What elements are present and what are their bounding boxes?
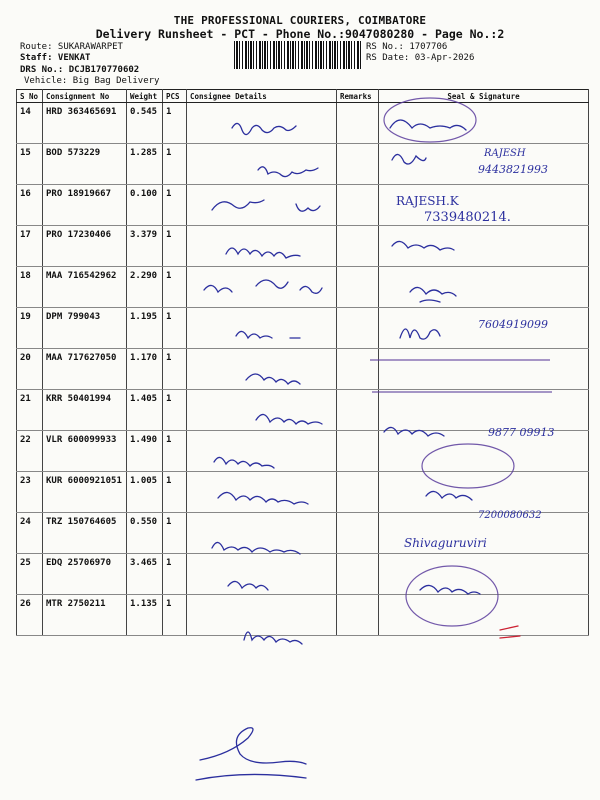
company-title: THE PROFESSIONAL COURIERS, COIMBATORE: [173, 14, 427, 27]
row-pcs: 1: [163, 513, 187, 554]
row-sno: 25: [17, 554, 43, 595]
row-sno: 14: [17, 103, 43, 144]
handwritten-name: Shivaguruviri: [404, 536, 487, 550]
table-header-row: [17, 90, 589, 103]
rs-number: RS No.: 1707706: [366, 42, 448, 52]
table-row: [17, 554, 589, 595]
row-consignee: [187, 185, 337, 226]
row-consignee: [187, 349, 337, 390]
row-pcs: 1: [163, 390, 187, 431]
row-sno: 26: [17, 595, 43, 636]
table-row: [17, 103, 589, 144]
row-remarks: [337, 472, 379, 513]
row-weight: 0.545: [127, 103, 163, 144]
table-row: [17, 349, 589, 390]
row-signature: [379, 472, 589, 513]
row-consignment: MTR 2750211: [43, 595, 127, 636]
row-remarks: [337, 226, 379, 267]
vehicle-label: Vehicle: Big Bag Delivery: [24, 76, 160, 86]
row-remarks: [337, 513, 379, 554]
col-consignment: Consignment No: [43, 90, 127, 103]
table-body: [17, 103, 589, 636]
row-weight: 1.405: [127, 390, 163, 431]
row-remarks: [337, 267, 379, 308]
bottom-signature: [200, 728, 306, 764]
row-remarks: [337, 390, 379, 431]
row-weight: 0.550: [127, 513, 163, 554]
row-consignee: [187, 390, 337, 431]
row-weight: 1.170: [127, 349, 163, 390]
row-pcs: 1: [163, 554, 187, 595]
row-signature: [379, 226, 589, 267]
col-sno: S No: [17, 90, 43, 103]
table-row: [17, 595, 589, 636]
row-consignee: [187, 595, 337, 636]
row-signature: [379, 103, 589, 144]
table-row: [17, 267, 589, 308]
row-sno: 18: [17, 267, 43, 308]
row-weight: 1.005: [127, 472, 163, 513]
row-sno: 23: [17, 472, 43, 513]
row-remarks: [337, 595, 379, 636]
row-consignment: PRO 18919667: [43, 185, 127, 226]
row-consignment: EDQ 25706970: [43, 554, 127, 595]
bottom-signature: [196, 774, 306, 780]
handwritten-phone: 7604919099: [478, 318, 548, 331]
row-consignment: VLR 600099933: [43, 431, 127, 472]
row-remarks: [337, 308, 379, 349]
row-pcs: 1: [163, 431, 187, 472]
row-pcs: 1: [163, 472, 187, 513]
row-pcs: 1: [163, 308, 187, 349]
col-pcs: PCS: [163, 90, 187, 103]
row-remarks: [337, 103, 379, 144]
row-consignee: [187, 472, 337, 513]
row-sno: 20: [17, 349, 43, 390]
row-sno: 22: [17, 431, 43, 472]
row-signature: [379, 349, 589, 390]
row-weight: 2.290: [127, 267, 163, 308]
handwritten-phone: 9443821993: [478, 163, 548, 176]
row-consignment: KRR 50401994: [43, 390, 127, 431]
col-weight: Weight: [127, 90, 163, 103]
col-seal-signature: Seal & Signature: [379, 90, 589, 103]
handwritten-phone: 9877 09913: [488, 426, 555, 439]
row-pcs: 1: [163, 595, 187, 636]
row-pcs: 1: [163, 185, 187, 226]
row-signature: [379, 390, 589, 431]
row-sno: 17: [17, 226, 43, 267]
row-consignment: MAA 717627050: [43, 349, 127, 390]
row-weight: 1.135: [127, 595, 163, 636]
row-remarks: [337, 185, 379, 226]
row-consignee: [187, 431, 337, 472]
row-pcs: 1: [163, 267, 187, 308]
row-consignee: [187, 226, 337, 267]
row-consignee: [187, 267, 337, 308]
row-consignee: [187, 144, 337, 185]
row-weight: 1.490: [127, 431, 163, 472]
row-sno: 19: [17, 308, 43, 349]
row-consignment: TRZ 150764605: [43, 513, 127, 554]
row-consignee: [187, 513, 337, 554]
row-signature: [379, 554, 589, 595]
barcode: [234, 41, 362, 69]
row-weight: 1.195: [127, 308, 163, 349]
handwritten-name: RAJESH: [484, 148, 526, 159]
table-row: [17, 226, 589, 267]
handwritten-phone: 7339480214.: [424, 210, 511, 225]
row-signature: [379, 431, 589, 472]
runsheet-subtitle: Delivery Runsheet - PCT - Phone No.:9047080280 - Page No.:2: [95, 27, 505, 41]
row-consignment: HRD 363465691: [43, 103, 127, 144]
row-signature: [379, 267, 589, 308]
row-sno: 16: [17, 185, 43, 226]
col-consignee: Consignee Details: [187, 90, 337, 103]
row-consignment: KUR 6000921051: [43, 472, 127, 513]
row-consignment: MAA 716542962: [43, 267, 127, 308]
row-pcs: 1: [163, 144, 187, 185]
row-consignment: BOD 573229: [43, 144, 127, 185]
row-consignee: [187, 308, 337, 349]
row-weight: 3.379: [127, 226, 163, 267]
row-pcs: 1: [163, 226, 187, 267]
staff-label: Staff: VENKAT: [20, 53, 91, 63]
col-remarks: Remarks: [337, 90, 379, 103]
row-remarks: [337, 144, 379, 185]
row-consignment: PRO 17230406: [43, 226, 127, 267]
row-remarks: [337, 349, 379, 390]
row-weight: 0.100: [127, 185, 163, 226]
table-row: [17, 472, 589, 513]
rs-date: RS Date: 03-Apr-2026: [366, 53, 475, 63]
table-row: [17, 390, 589, 431]
row-consignment: DPM 799043: [43, 308, 127, 349]
row-weight: 3.465: [127, 554, 163, 595]
row-pcs: 1: [163, 103, 187, 144]
row-weight: 1.285: [127, 144, 163, 185]
row-signature: [379, 595, 589, 636]
row-remarks: [337, 431, 379, 472]
row-sno: 24: [17, 513, 43, 554]
row-pcs: 1: [163, 349, 187, 390]
handwritten-phone: 7200080632: [478, 510, 542, 521]
row-sno: 15: [17, 144, 43, 185]
row-remarks: [337, 554, 379, 595]
drs-label: DRS No.: DCJB170770602: [20, 65, 140, 75]
row-consignee: [187, 103, 337, 144]
route-label: Route: SUKARAWARPET: [20, 42, 123, 52]
row-sno: 21: [17, 390, 43, 431]
row-consignee: [187, 554, 337, 595]
handwritten-name: RAJESH.K: [396, 194, 459, 208]
